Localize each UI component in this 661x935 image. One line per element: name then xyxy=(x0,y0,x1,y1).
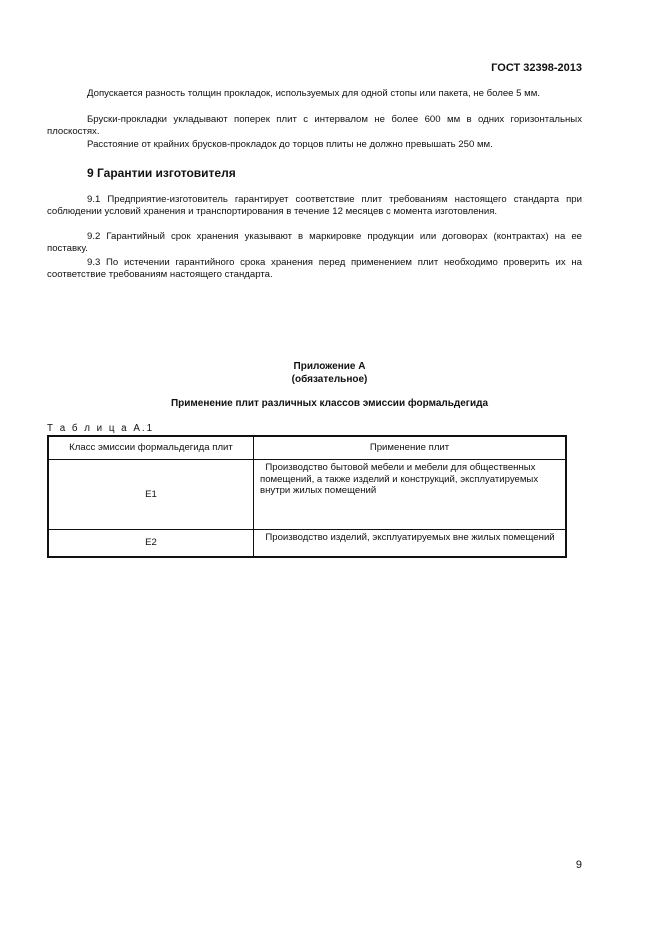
paragraph-text: Бруски-прокладки укладывают поперек плит с интервалом не более 600 мм в одних горизонтальных плоскостях. xyxy=(47,114,582,138)
document-code-header: ГОСТ 32398-2013 xyxy=(491,62,582,74)
emission-class-table xyxy=(47,435,567,558)
paragraph xyxy=(47,231,582,255)
table-cell-class: Е1 xyxy=(48,460,254,530)
use-text: Производство бытовой мебели и мебели для общественных помещений, а также изделий и конструкций, эксплуатируемых внутри жилых помещений xyxy=(260,462,539,496)
section-heading: 9 Гарантии изготовителя xyxy=(87,166,236,180)
paragraph xyxy=(47,194,582,218)
appendix-title: Приложение А xyxy=(293,361,366,372)
paragraph xyxy=(47,114,582,138)
appendix-heading: Применение плит различных классов эмиссии формальдегида xyxy=(170,398,489,409)
use-text: Производство изделий, эксплуатируемых вне жилых помещений xyxy=(265,532,555,543)
paragraph xyxy=(47,88,582,100)
column-header: Класс эмиссии формальдегида плит xyxy=(48,436,254,460)
paragraph-text: 9.2 Гарантийный срок хранения указывают в маркировке продукции или договорах (контрактах) на ее поставку. xyxy=(47,231,582,255)
column-header: Применение плит xyxy=(254,436,567,460)
appendix-status: (обязательное) xyxy=(291,374,368,385)
paragraph xyxy=(47,257,582,281)
table-row xyxy=(48,530,566,558)
table-cell-use xyxy=(254,530,567,558)
table-header-row xyxy=(48,436,566,460)
table-cell-use xyxy=(254,460,567,530)
paragraph-text: 9.1 Предприятие-изготовитель гарантирует соответствие плит требованиям настоящего стандарта при соблюдении условий хранения и транспортирования в течение 12 месяцев с момента изготовления. xyxy=(47,194,582,218)
paragraph-text: 9.3 По истечении гарантийного срока хранения перед применением плит необходимо проверить их на соответствие требованиям настоящего стандарта. xyxy=(47,257,582,281)
paragraph xyxy=(47,139,582,151)
paragraph-text: Расстояние от крайних брусков-прокладок до торцов плиты не должно превышать 250 мм. xyxy=(87,139,493,150)
paragraph-text: Допускается разность толщин прокладок, используемых для одной стопы или пакета, не более 5 мм. xyxy=(87,88,541,99)
table-cell-class: Е2 xyxy=(48,530,254,558)
table-caption: Т а б л и ц а А.1 xyxy=(47,423,155,434)
table-row xyxy=(48,460,566,530)
page-number: 9 xyxy=(575,859,582,871)
